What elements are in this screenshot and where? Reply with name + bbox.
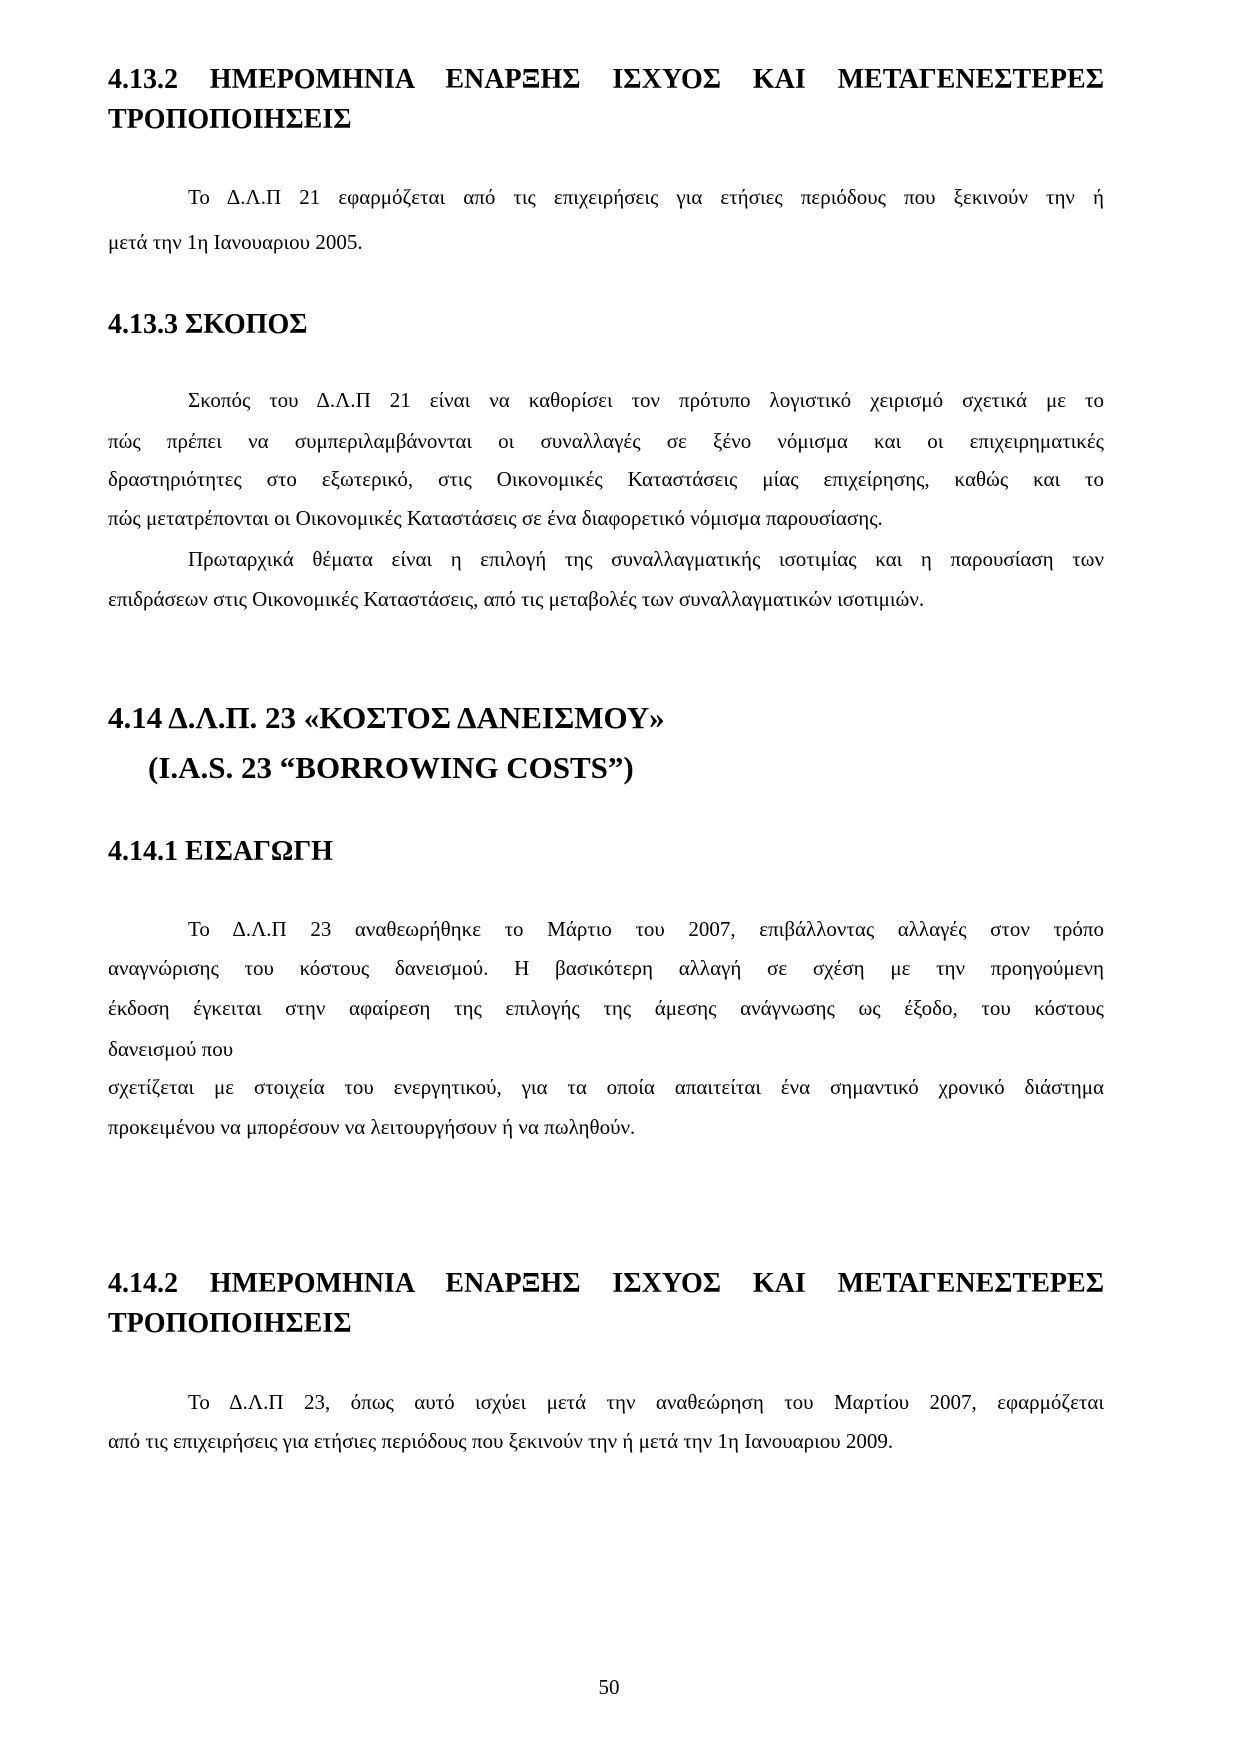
paragraph-line: Το Δ.Λ.Π 21 εφαρμόζεται από τις επιχειρήσεις για ετήσιες περιόδους που ξεκινούν την ή [188,185,1104,209]
paragraph-line: δραστηριότητες στο εξωτερικό, στις Οικονομικές Καταστάσεις μίας επιχείρησης, καθώς και το [108,467,1104,491]
paragraph-line: αναγνώρισης του κόστους δανεισμού. Η βασικότερη αλλαγή σε σχέση με την προηγούμενη [108,956,1104,980]
section-heading-4-14-2-line-2: ΤΡΟΠΟΠΟΙΗΣΕΙΣ [108,1308,352,1339]
page-number: 50 [598,1675,620,1699]
section-heading-4-13-3: 4.13.3 ΣΚΟΠΟΣ [108,309,308,340]
paragraph-line: από τις επιχειρήσεις για ετήσιες περιόδους που ξεκινούν την ή μετά την 1η Ιανουαριου 2009. [108,1429,894,1453]
section-heading-4-13-2-line-2: ΤΡΟΠΟΠΟΙΗΣΕΙΣ [108,104,352,135]
paragraph-line: σχετίζεται με στοιχεία του ενεργητικού, για τα οποία απαιτείται ένα σημαντικό χρονικό διάστημα [108,1075,1104,1099]
paragraph-line: Το Δ.Λ.Π 23, όπως αυτό ισχύει μετά την αναθεώρηση του Μαρτίου 2007, εφαρμόζεται [188,1390,1104,1414]
chapter-subtitle: (I.A.S. 23 “BORROWING COSTS”) [148,750,634,785]
paragraph-line: Σκοπός του Δ.Λ.Π 21 είναι να καθορίσει τον πρότυπο λογιστικό χειρισμό σχετικά με το [188,388,1104,412]
paragraph-line: πώς μετατρέπονται οι Οικονομικές Καταστάσεις σε ένα διαφορετικό νόμισμα παρουσίασης. [108,506,883,530]
section-heading-4-14-2-line-1: 4.14.2 ΗΜΕΡΟΜΗΝΙΑ ΕΝΑΡΞΗΣ ΙΣΧΥΟΣ ΚΑΙ ΜΕΤΑΓΕΝΕΣΤΕΡΕΣ [108,1268,1104,1299]
paragraph-line: προκειμένου να μπορέσουν να λειτουργήσουν ή να πωληθούν. [108,1115,636,1139]
paragraph-line: έκδοση έγκειται στην αφαίρεση της επιλογής της άμεσης ανάγνωσης ως έξοδο, του κόστους [108,996,1104,1020]
paragraph-line: μετά την 1η Ιανουαριου 2005. [108,230,363,254]
paragraph-line: δανεισμού που [108,1037,234,1061]
section-heading-4-13-2-line-1: 4.13.2 ΗΜΕΡΟΜΗΝΙΑ ΕΝΑΡΞΗΣ ΙΣΧΥΟΣ ΚΑΙ ΜΕΤΑΓΕΝΕΣΤΕΡΕΣ [108,64,1104,95]
chapter-title: 4.14 Δ.Λ.Π. 23 «ΚΟΣΤΟΣ ΔΑΝΕΙΣΜΟΥ» [108,700,665,735]
paragraph-line: επιδράσεων στις Οικονομικές Καταστάσεις, από τις μεταβολές των συναλλαγματικών ισοτιμιών. [108,587,925,611]
section-heading-4-14-1: 4.14.1 ΕΙΣΑΓΩΓΗ [108,836,333,867]
paragraph-line: πώς πρέπει να συμπεριλαμβάνονται οι συναλλαγές σε ξένο νόμισμα και οι επιχειρηματικές [108,429,1104,453]
paragraph-line: Το Δ.Λ.Π 23 αναθεωρήθηκε το Μάρτιο του 2007, επιβάλλοντας αλλαγές στον τρόπο [188,917,1104,941]
paragraph-line: Πρωταρχικά θέματα είναι η επιλογή της συναλλαγματικής ισοτιμίας και η παρουσίαση των [188,547,1104,571]
